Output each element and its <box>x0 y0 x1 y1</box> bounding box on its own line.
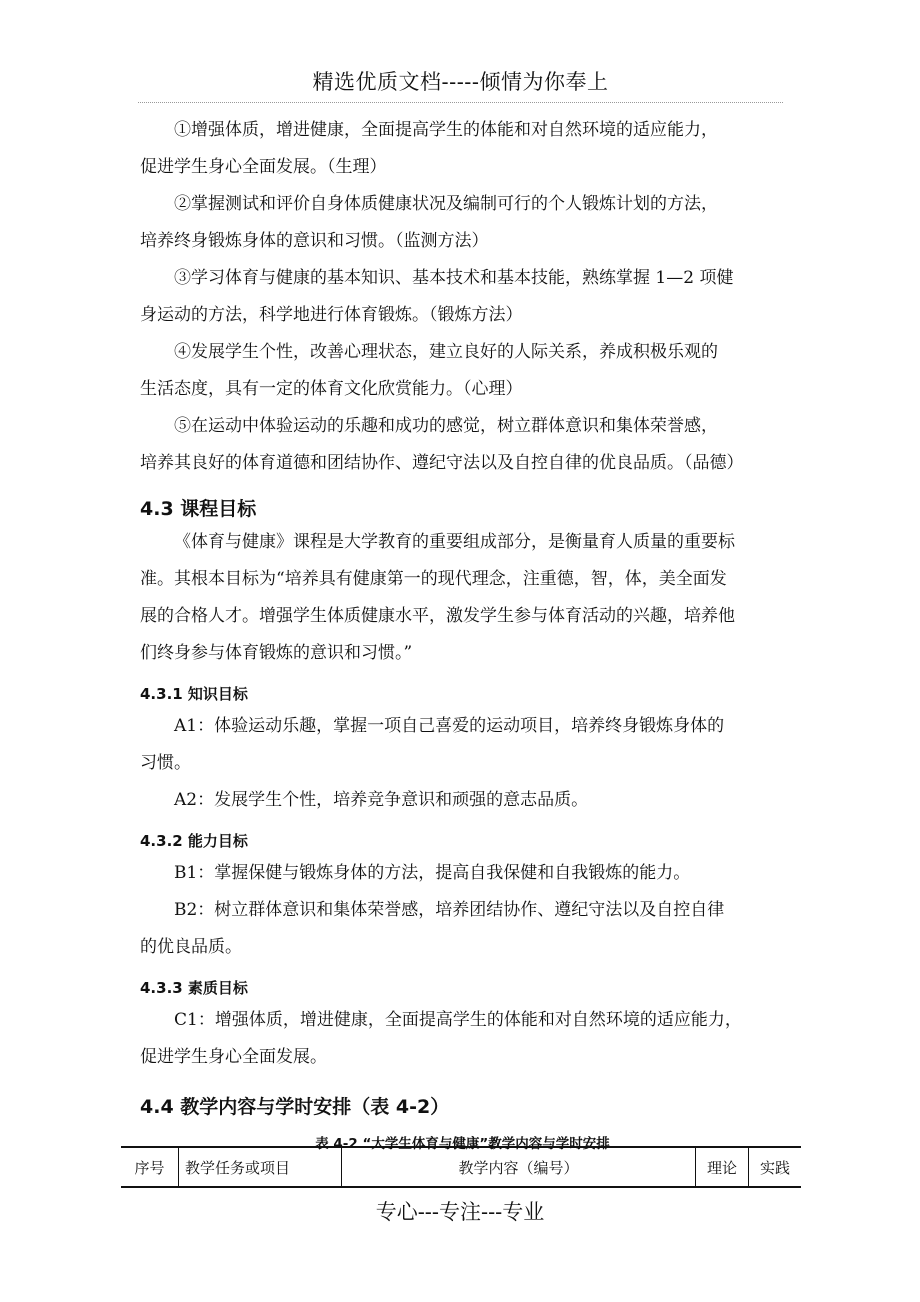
column-header-task: 教学任务或项目 <box>179 1147 342 1187</box>
section-heading-4-3-1: 4.3.1 知识目标 <box>140 685 248 703</box>
goal-line: ②掌握测试和评价自身体质健康状况及编制可行的个人锻炼计划的方法， <box>174 194 718 214</box>
goal-item <box>140 112 785 186</box>
knowledge-goal-a1: A1：体验运动乐趣，掌握一项自己喜爱的运动项目，培养终身锻炼身体的 <box>174 716 725 736</box>
goal-line: 培养其良好的体育道德和团结协作、遵纪守法以及自控自律的优良品质。（品德） <box>140 453 744 473</box>
goal-line: 生活态度，具有一定的体育文化欣赏能力。（心理） <box>140 379 523 399</box>
column-header-practice: 实践 <box>749 1147 802 1187</box>
course-goal-line: 准。其根本目标为“培养具有健康第一的现代理念，注重德，智，体，美全面发 <box>140 569 727 589</box>
section-heading-4-3: 4.3 课程目标 <box>140 498 257 520</box>
page-footer: 专心---专注---专业 <box>375 1200 545 1224</box>
knowledge-goal-a2: A2：发展学生个性，培养竞争意识和顽强的意志品质。 <box>174 790 589 810</box>
ability-goal-b1: B1：掌握保健与锻炼身体的方法，提高自我保健和自我锻炼的能力。 <box>174 863 691 883</box>
goal-line: 培养终身锻炼身体的意识和习惯。（监测方法） <box>140 231 489 251</box>
goal-line: 身运动的方法，科学地进行体育锻炼。（锻炼方法） <box>140 305 523 325</box>
section-heading-4-3-2: 4.3.2 能力目标 <box>140 832 248 850</box>
page-header: 精选优质文档-----倾情为你奉上 <box>138 66 783 103</box>
goal-item <box>140 186 785 260</box>
quality-goal-c1: C1：增强体质，增进健康，全面提高学生的体能和对自然环境的适应能力， <box>174 1010 742 1030</box>
schedule-table <box>121 1146 801 1188</box>
goal-line: 促进学生身心全面发展。（生理） <box>140 157 387 177</box>
goal-line: ③学习体育与健康的基本知识、基本技术和基本技能，熟练掌握 1—2 项健 <box>174 268 734 288</box>
table-caption: 表 4-2 “大学生体育与健康”教学内容与学时安排 <box>315 1136 610 1152</box>
ability-goal-b2-cont: 的优良品质。 <box>140 937 242 957</box>
ability-goal-b2: B2：树立群体意识和集体荣誉感，培养团结协作、遵纪守法以及自控自律 <box>174 900 725 920</box>
column-header-theory: 理论 <box>696 1147 749 1187</box>
section-heading-4-4: 4.4 教学内容与学时安排（表 4-2） <box>140 1096 450 1118</box>
table-header-row <box>121 1147 801 1187</box>
goal-line: ⑤在运动中体验运动的乐趣和成功的感觉，树立群体意识和集体荣誉感， <box>174 416 718 436</box>
goal-line: ①增强体质，增进健康，全面提高学生的体能和对自然环境的适应能力， <box>174 120 718 140</box>
column-header-content: 教学内容（编号） <box>342 1147 696 1187</box>
goal-line: ④发展学生个性，改善心理状态，建立良好的人际关系，养成积极乐观的 <box>174 342 718 362</box>
knowledge-goal-a1-cont: 习惯。 <box>140 753 191 773</box>
course-goal-line: 们终身参与体育锻炼的意识和习惯。” <box>140 643 413 663</box>
goal-item <box>140 260 785 334</box>
document-body <box>140 112 785 1160</box>
course-goal-line: 展的合格人才。增强学生体质健康水平，激发学生参与体育活动的兴趣，培养他 <box>140 606 735 626</box>
goal-item <box>140 334 785 408</box>
section-heading-4-3-3: 4.3.3 素质目标 <box>140 979 248 997</box>
goal-item <box>140 408 785 482</box>
column-header-index: 序号 <box>121 1147 179 1187</box>
quality-goal-c1-cont: 促进学生身心全面发展。 <box>140 1047 327 1067</box>
course-goal-line: 《体育与健康》课程是大学教育的重要组成部分，是衡量育人质量的重要标 <box>174 532 735 552</box>
